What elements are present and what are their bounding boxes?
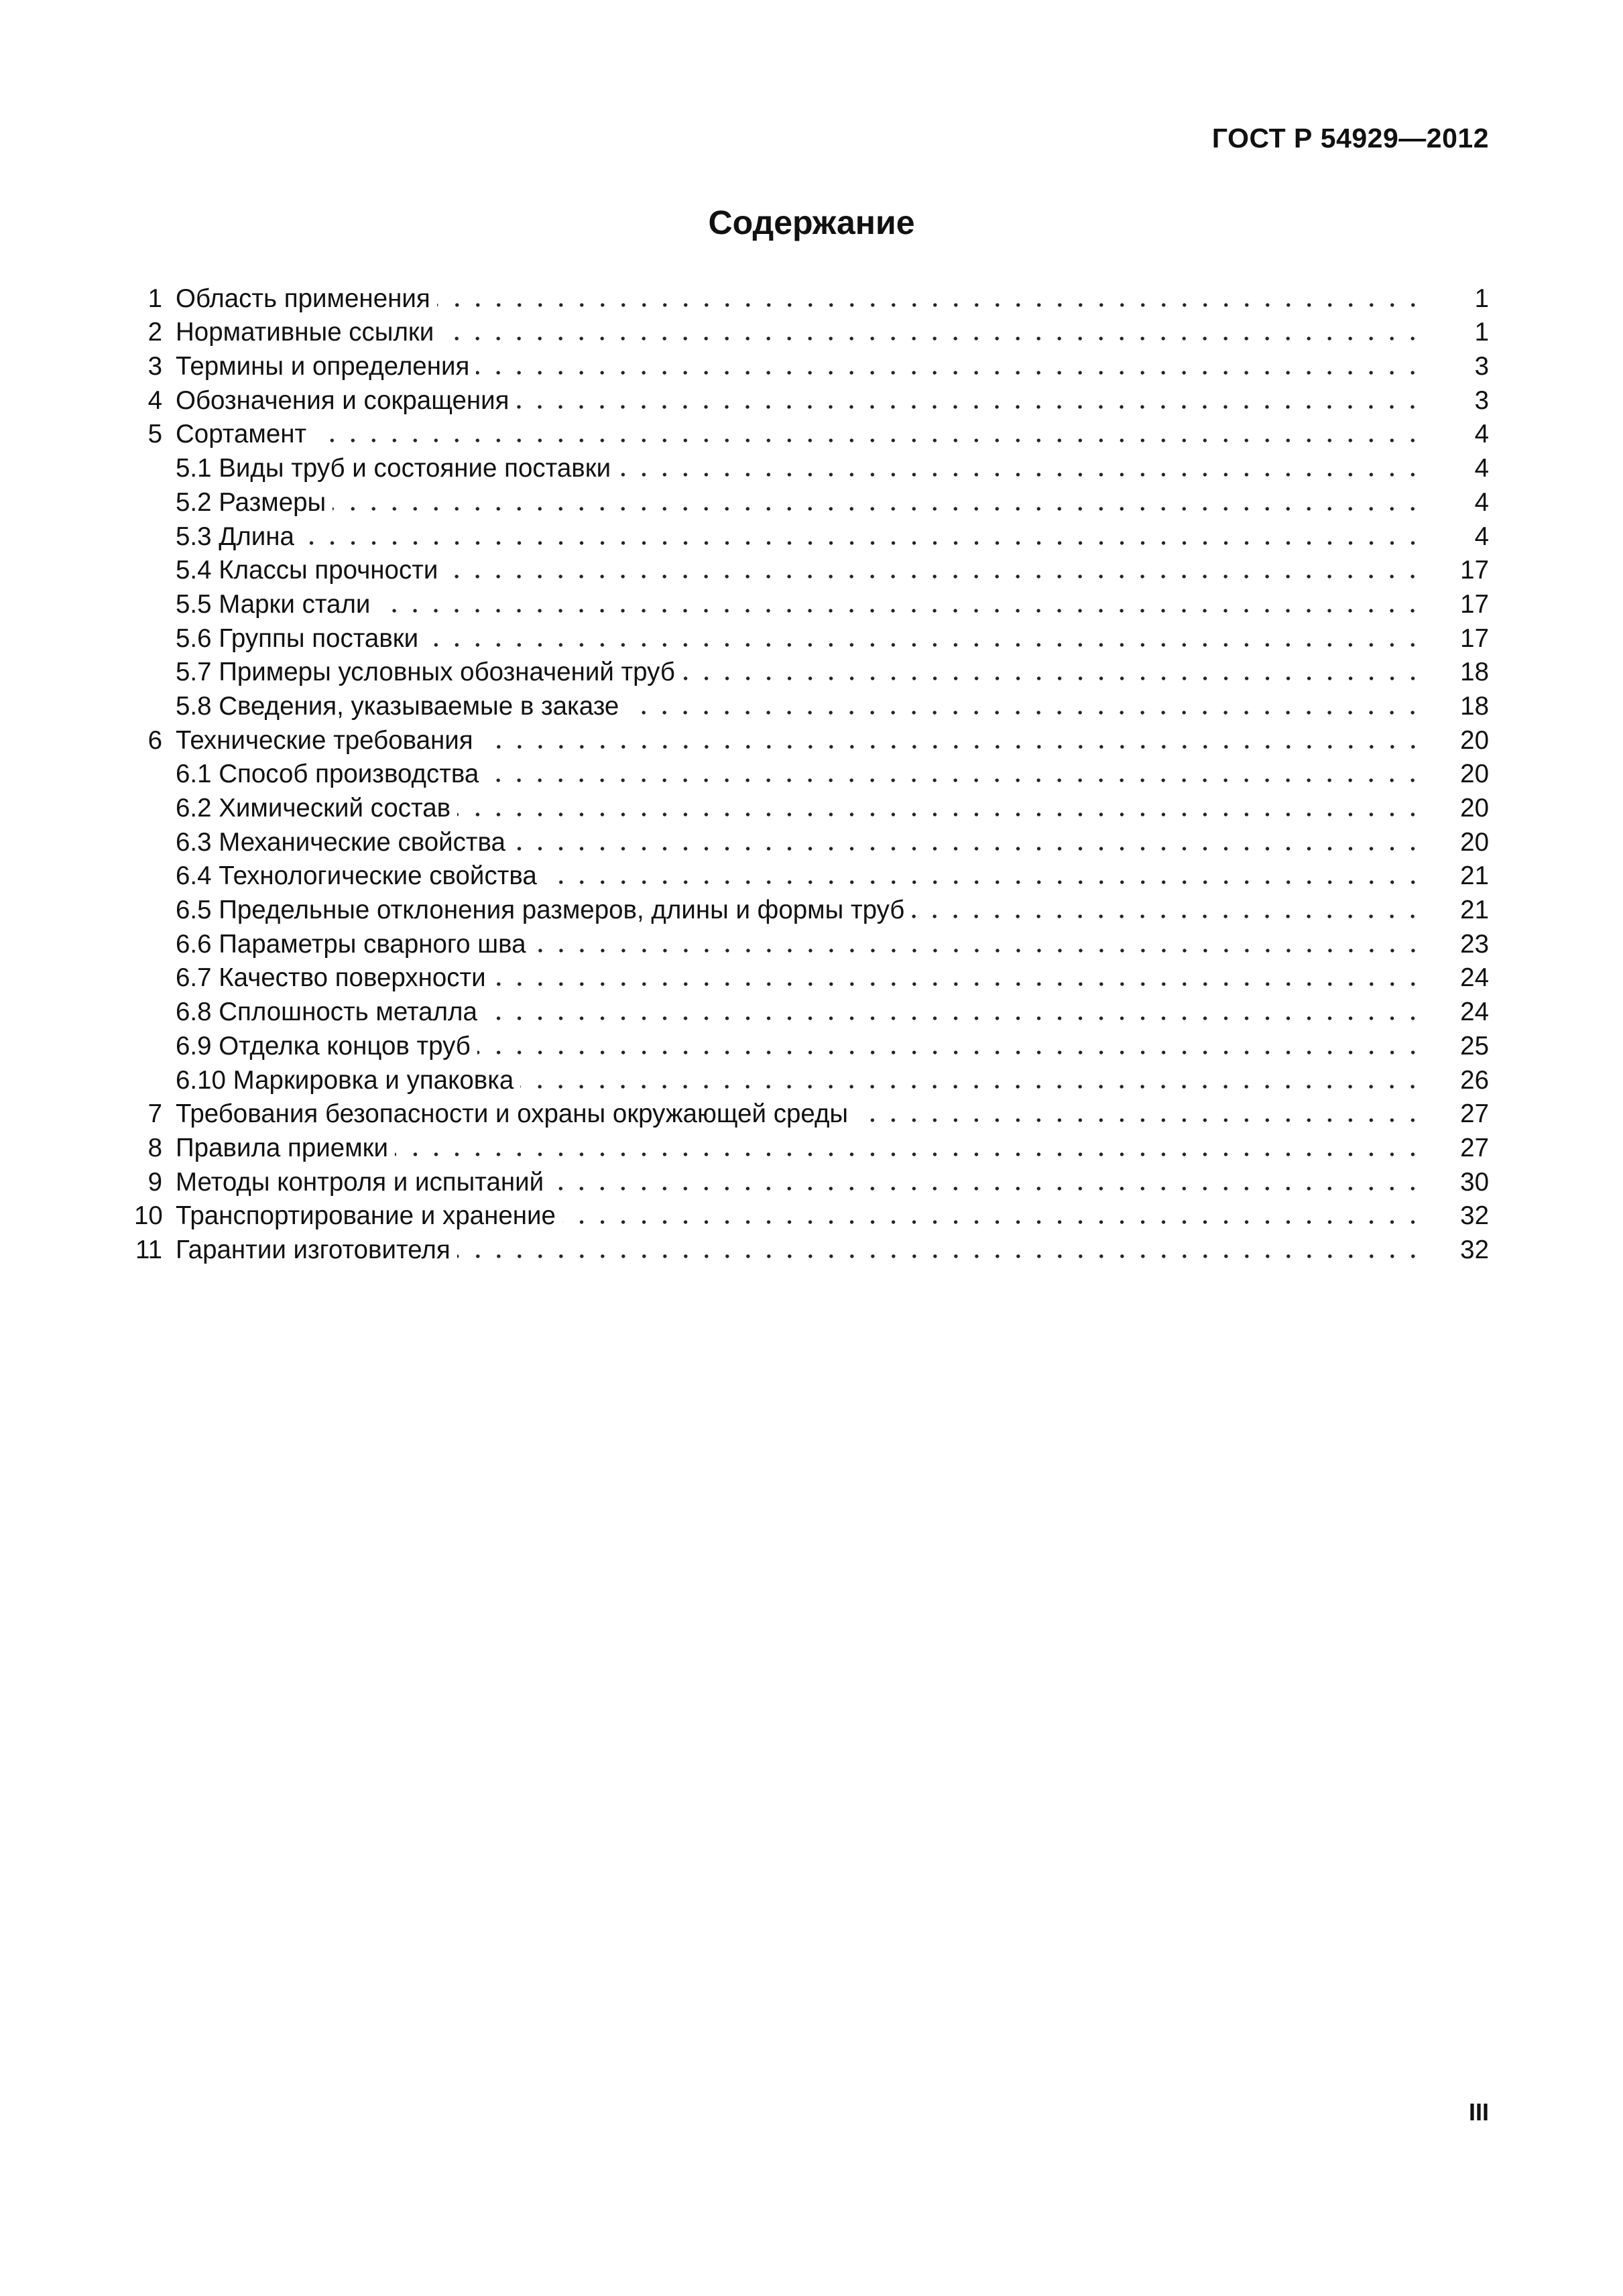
dot-leader xyxy=(477,1031,1423,1062)
toc-entry-title: 6.7 Качество поверхности xyxy=(176,963,486,993)
toc-entry-page: 27 xyxy=(1460,1133,1489,1162)
toc-entry-page: 20 xyxy=(1460,760,1489,789)
dot-leader xyxy=(395,1133,1423,1164)
dot-leader xyxy=(457,793,1423,824)
toc-entry-title: 5.5 Марки стали xyxy=(176,589,371,619)
toc-entry-title: 5.1 Виды труб и состояние поставки xyxy=(176,454,611,483)
toc-entry-page: 26 xyxy=(1460,1065,1489,1095)
toc-entry-number: 2 xyxy=(147,318,162,347)
toc-entry-page: 24 xyxy=(1460,998,1489,1027)
toc-entry-page: 21 xyxy=(1460,861,1489,891)
toc-entry-page: 4 xyxy=(1474,420,1489,449)
toc-entry-title: Методы контроля и испытаний xyxy=(176,1167,544,1197)
document-code: ГОСТ Р 54929—2012 xyxy=(1211,123,1489,154)
toc-entry-title: 6.5 Предельные отклонения размеров, длины и формы труб xyxy=(176,896,905,925)
toc-entry-number: 3 xyxy=(147,352,162,381)
toc-entry[interactable] xyxy=(134,756,1489,790)
toc-entry[interactable] xyxy=(134,1062,1489,1096)
toc-entry-number: 6 xyxy=(147,725,162,755)
toc-entry-page: 4 xyxy=(1474,487,1489,517)
toc-entry-title: 6.3 Механические свойства xyxy=(176,827,505,857)
toc-entry-page: 30 xyxy=(1460,1167,1489,1197)
toc-entry-page: 17 xyxy=(1460,589,1489,619)
toc-entry[interactable] xyxy=(134,722,1489,756)
toc-entry[interactable] xyxy=(134,620,1489,654)
toc-entry-page: 3 xyxy=(1474,352,1489,381)
toc-entry-number: 7 xyxy=(147,1099,162,1129)
toc-entry-page: 20 xyxy=(1460,794,1489,823)
dot-leader xyxy=(480,725,1423,756)
toc-entry-title: 5.6 Группы поставки xyxy=(176,623,419,653)
toc-entry[interactable] xyxy=(134,926,1489,960)
toc-entry-title: 6.4 Технологические свойства xyxy=(176,861,537,891)
toc-entry-title: Правила приемки xyxy=(176,1133,389,1162)
toc-entry-title: 5.2 Размеры xyxy=(176,487,326,517)
toc-entry-page: 32 xyxy=(1460,1201,1489,1231)
toc-entry-title: Область применения xyxy=(176,284,430,313)
dot-leader xyxy=(533,929,1423,960)
toc-entry-page: 21 xyxy=(1460,896,1489,925)
dot-leader xyxy=(377,589,1423,620)
page-number: III xyxy=(1468,2098,1489,2126)
dot-leader xyxy=(625,691,1423,722)
toc-entry-title: 6.2 Химический состав xyxy=(176,794,451,823)
dot-leader xyxy=(682,657,1423,688)
dot-leader xyxy=(485,759,1423,790)
dot-leader xyxy=(911,895,1423,926)
toc-entry[interactable] xyxy=(134,1028,1489,1062)
toc-entry-title: 5.8 Сведения, указываемые в заказе xyxy=(176,691,619,721)
toc-entry[interactable] xyxy=(134,688,1489,722)
toc-entry[interactable] xyxy=(134,348,1489,382)
toc-entry-number: 10 xyxy=(134,1201,163,1231)
toc-entry[interactable] xyxy=(134,654,1489,688)
toc-entry-number: 8 xyxy=(147,1133,162,1162)
toc-entry[interactable] xyxy=(134,892,1489,926)
dot-leader xyxy=(493,963,1423,993)
dot-leader xyxy=(550,1167,1423,1198)
toc-entry-title: 6.10 Маркировка и упаковка xyxy=(176,1065,514,1095)
toc-entry[interactable] xyxy=(134,1164,1489,1198)
toc-entry-page: 25 xyxy=(1460,1031,1489,1061)
toc-entry[interactable] xyxy=(134,416,1489,450)
toc-entry-title: Технические требования xyxy=(176,725,473,755)
dot-leader xyxy=(440,317,1423,348)
toc-entry[interactable] xyxy=(134,858,1489,892)
toc-entry-page: 17 xyxy=(1460,556,1489,585)
dot-leader xyxy=(512,827,1423,858)
dot-leader xyxy=(520,1065,1423,1096)
toc-entry-page: 18 xyxy=(1460,691,1489,721)
toc-entry-title: Обозначения и сокращения xyxy=(176,385,509,415)
toc-entry-title: 6.6 Параметры сварного шва xyxy=(176,929,526,959)
toc-entry-title: Требования безопасности и охраны окружающей среды xyxy=(176,1099,849,1129)
dot-leader xyxy=(855,1099,1423,1130)
toc-entry-number: 4 xyxy=(147,385,162,415)
toc-entry[interactable] xyxy=(134,518,1489,552)
toc-entry-number: 1 xyxy=(147,284,162,313)
toc-entry[interactable] xyxy=(134,484,1489,518)
toc-entry-title: 6.9 Отделка концов труб xyxy=(176,1031,471,1061)
toc-entry[interactable] xyxy=(134,586,1489,620)
toc-entry[interactable] xyxy=(134,382,1489,416)
dot-leader xyxy=(444,555,1423,586)
toc-entry[interactable] xyxy=(134,280,1489,314)
toc-entry[interactable] xyxy=(134,824,1489,858)
dot-leader xyxy=(457,1235,1423,1266)
toc-entry-page: 23 xyxy=(1460,929,1489,959)
dot-leader xyxy=(544,861,1423,892)
toc-entry-number: 9 xyxy=(147,1167,162,1197)
toc-entry[interactable] xyxy=(134,314,1489,349)
toc-entry[interactable] xyxy=(134,450,1489,484)
toc-entry-page: 20 xyxy=(1460,725,1489,755)
toc-entry-title: 5.7 Примеры условных обозначений труб xyxy=(176,658,675,687)
toc-entry-page: 24 xyxy=(1460,963,1489,993)
dot-leader xyxy=(313,419,1423,450)
toc-entry[interactable] xyxy=(134,960,1489,994)
toc-entry-page: 20 xyxy=(1460,827,1489,857)
toc-entry-title: Гарантии изготовителя xyxy=(176,1235,450,1264)
toc-entry[interactable] xyxy=(134,993,1489,1028)
toc-entry-page: 32 xyxy=(1460,1235,1489,1264)
toc-entry-title: 6.1 Способ производства xyxy=(176,760,479,789)
toc-entry-title: Сортамент xyxy=(176,420,307,449)
dot-leader xyxy=(425,623,1423,654)
dot-leader xyxy=(562,1201,1423,1231)
toc-entry[interactable] xyxy=(134,1096,1489,1130)
toc-entry[interactable] xyxy=(134,790,1489,824)
toc-heading: Содержание xyxy=(708,204,915,241)
toc-entry-page: 4 xyxy=(1474,522,1489,551)
dot-leader xyxy=(333,487,1423,518)
toc-entry-title: Нормативные ссылки xyxy=(176,318,434,347)
dot-leader xyxy=(476,351,1423,382)
toc-entry-page: 17 xyxy=(1460,623,1489,653)
toc-entry[interactable] xyxy=(134,1198,1489,1232)
toc-entry-number: 5 xyxy=(147,420,162,449)
toc-entry[interactable] xyxy=(134,552,1489,587)
toc-entry-page: 18 xyxy=(1460,658,1489,687)
toc-entry[interactable] xyxy=(134,1130,1489,1164)
toc-entry-page: 1 xyxy=(1474,284,1489,313)
toc-entry-title: Транспортирование и хранение xyxy=(176,1201,556,1231)
dot-leader xyxy=(437,284,1423,314)
toc-entry-title: 6.8 Сплошность металла xyxy=(176,998,477,1027)
toc-entry-page: 4 xyxy=(1474,454,1489,483)
toc-entry-title: 5.4 Классы прочности xyxy=(176,556,438,585)
toc-entry-title: 5.3 Длина xyxy=(176,522,294,551)
toc-entry-page: 3 xyxy=(1474,385,1489,415)
toc-entry-page: 1 xyxy=(1474,318,1489,347)
dot-leader xyxy=(617,453,1423,484)
dot-leader xyxy=(484,997,1423,1028)
table-of-contents xyxy=(134,280,1489,1266)
toc-entry-title: Термины и определения xyxy=(176,352,470,381)
dot-leader xyxy=(516,385,1423,416)
toc-entry-number: 11 xyxy=(135,1235,162,1264)
toc-entry[interactable] xyxy=(134,1231,1489,1266)
toc-entry-page: 27 xyxy=(1460,1099,1489,1129)
dot-leader xyxy=(301,522,1423,552)
